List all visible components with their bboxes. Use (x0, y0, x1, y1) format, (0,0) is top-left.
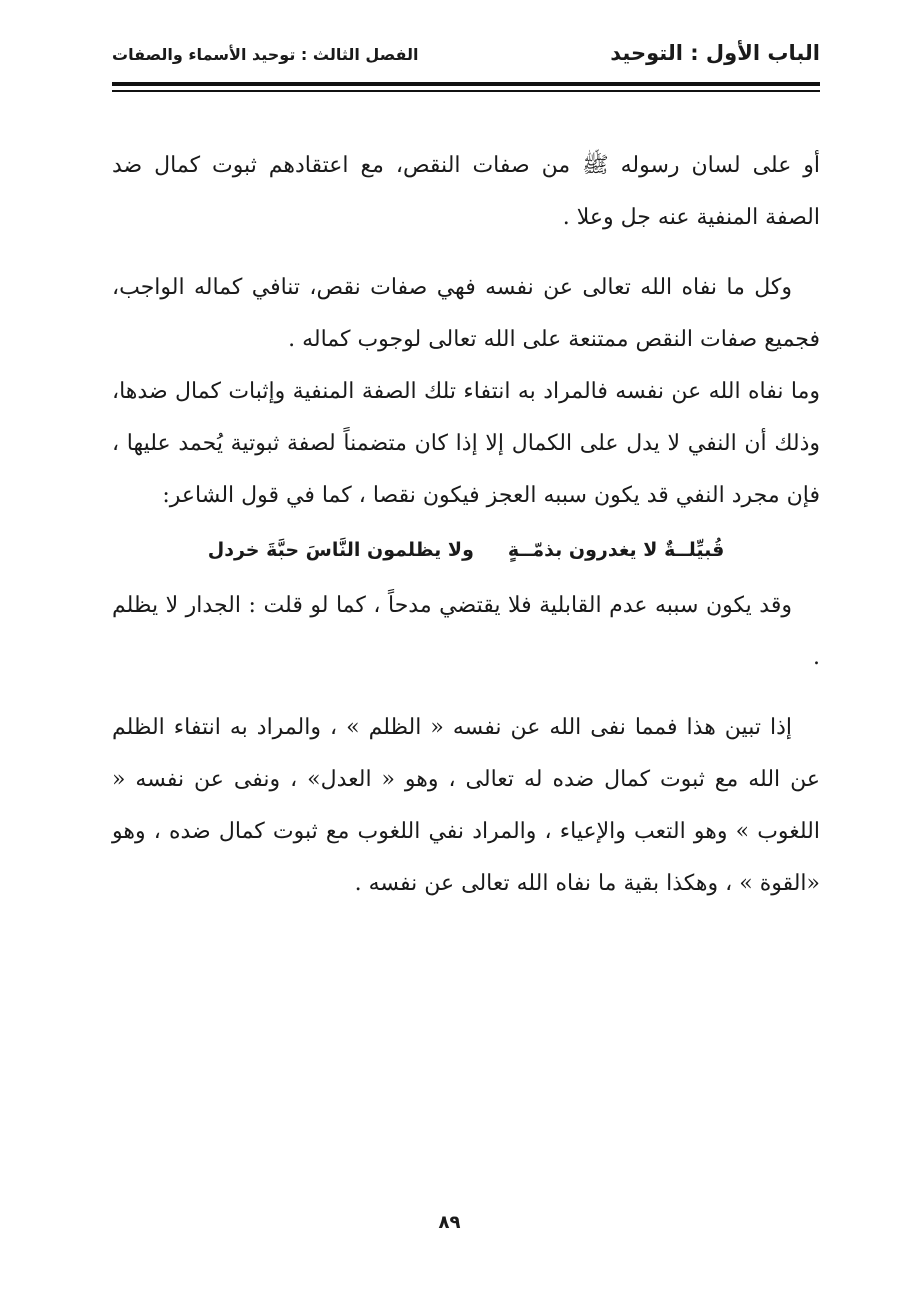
paragraph-5: إذا تبين هذا فمما نفى الله عن نفسه « الظلم » ، والمراد به انتفاء الظلم عن الله مع ثبوت كمال ضده له تعالى ، وهو « العدل» ، ونفى عن نفسه « اللغوب » وهو التعب والإعياء ، والمراد نفي اللغوب مع ثبوت كمال ضده ، وهو «القوة » ، وهكذا بقية ما نفاه الله تعالى عن نفسه . (112, 715, 820, 896)
paragraph-4: وقد يكون سببه عدم القابلية فلا يقتضي مدحاً ، كما لو قلت : الجدار لا يظلم . (112, 593, 820, 670)
header-rule-thick (112, 82, 820, 86)
paragraph-2: وكل ما نفاه الله تعالى عن نفسه فهي صفات نقص، تنافي كماله الواجب، فجميع صفات النقص ممتنعة على الله تعالى لوجوب كماله . (112, 275, 820, 352)
main-text (112, 140, 820, 910)
running-header (112, 34, 820, 74)
verse-second-hemistich: ولا يظلمون النَّاسَ حبَّةَ خردل (207, 539, 474, 561)
verse-first-hemistich: قُبيِّلــةٌ لا يغدرون بذمّــةٍ (507, 539, 725, 561)
header-rule-thin (112, 90, 820, 92)
page-number: ٨٩ (438, 1212, 461, 1233)
poetry-verse (112, 522, 820, 580)
paragraph-1: أو على لسان رسوله ﷺ من صفات النقص، مع اعتقادهم ثبوت كمال ضد الصفة المنفية عنه جل وعلا . (112, 153, 820, 230)
section-title: الفصل الثالث : توحيد الأسماء والصفات (112, 45, 419, 64)
chapter-title: الباب الأول : التوحيد (610, 41, 820, 65)
paragraph-3: وما نفاه الله عن نفسه فالمراد به انتفاء تلك الصفة المنفية وإثبات كمال ضدها، وذلك أن النفي لا يدل على الكمال إلا إذا كان متضمناً لصفة ثبوتية يُحمد عليها ، فإن مجرد النفي قد يكون سببه العجز فيكون نقصا ، كما في قول الشاعر: (112, 379, 820, 508)
